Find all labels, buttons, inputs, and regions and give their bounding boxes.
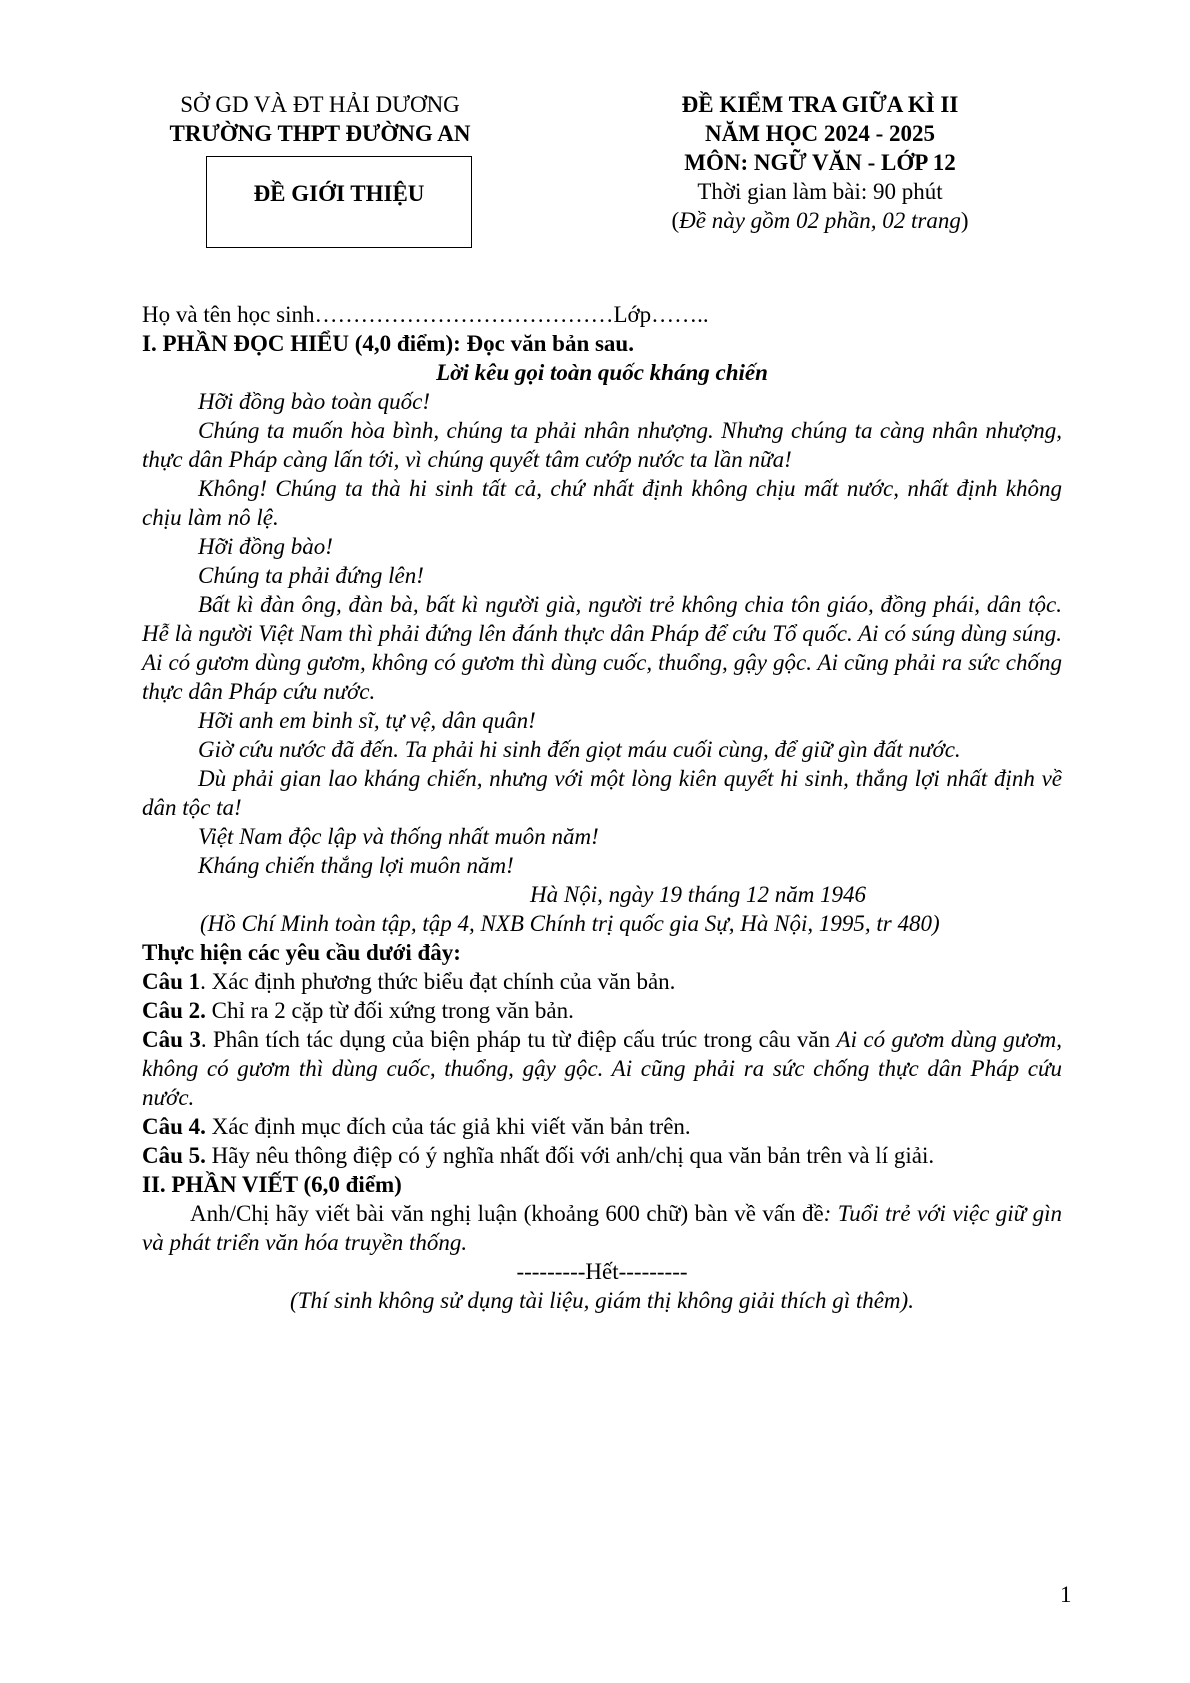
- question-label: Câu 2.: [142, 998, 206, 1023]
- question-text: Chỉ ra 2 cặp từ đối xứng trong văn bản.: [211, 998, 574, 1023]
- exam-type-box: [206, 156, 472, 248]
- writing-prompt: [142, 1199, 1062, 1257]
- time-limit: Thời gian làm bài: 90 phút: [697, 179, 943, 204]
- passage-paragraph: Hỡi đồng bào toàn quốc!: [198, 389, 431, 414]
- question-sep: .: [200, 969, 212, 994]
- question-label: Câu 5.: [142, 1143, 206, 1168]
- exam-type-label: ĐỀ GIỚI THIỆU: [253, 181, 425, 206]
- note-text: Đề này gồm 02 phần, 02 trang: [679, 208, 961, 233]
- passage-paragraph: Giờ cứu nước đã đến. Ta phải hi sinh đến giọt máu cuối cùng, để giữ gìn đất nước.: [198, 737, 961, 762]
- tasks-heading: Thực hiện các yêu cầu dưới đây:: [142, 940, 461, 965]
- school-year: NĂM HỌC 2024 - 2025: [705, 121, 935, 146]
- question-1: [142, 967, 1062, 996]
- passage-paragraph: Chúng ta phải đứng lên!: [198, 563, 424, 588]
- question-text: Phân tích tác dụng của biện pháp tu từ điệp cấu trúc trong câu văn: [213, 1027, 837, 1052]
- passage-date: Hà Nội, ngày 19 tháng 12 năm 1946: [530, 882, 867, 907]
- question-2: [142, 996, 1062, 1025]
- passage-paragraph: Hỡi đồng bào!: [198, 534, 333, 559]
- school-name: TRƯỜNG THPT ĐƯỜNG AN: [169, 121, 471, 146]
- part2-heading: II. PHẦN VIẾT (6,0 điểm): [142, 1172, 402, 1197]
- note-open: (: [671, 208, 680, 233]
- end-mark: ---------Hết---------: [516, 1259, 688, 1284]
- question-label: Câu 3: [142, 1027, 201, 1052]
- note-close: ): [960, 208, 969, 233]
- question-5: [142, 1141, 1062, 1170]
- writing-prompt-text: Anh/Chị hãy viết bài văn nghị luận (khoảng 600 chữ) bàn về vấn đề: [190, 1201, 824, 1226]
- passage-title: Lời kêu gọi toàn quốc kháng chiến: [436, 360, 768, 385]
- passage-paragraph: Không! Chúng ta thà hi sinh tất cả, chứ nhất định không chịu mất nước, nhất định không chịu làm nô lệ.: [142, 476, 1062, 530]
- passage-paragraph: Việt Nam độc lập và thống nhất muôn năm!: [198, 824, 599, 849]
- question-text: Xác định phương thức biểu đạt chính của văn bản.: [211, 969, 676, 994]
- question-text: Xác định mục đích của tác giả khi viết văn bản trên.: [211, 1114, 691, 1139]
- writing-topic: : Tuổi trẻ với việc giữ gìn và phát triển văn hóa truyền thống.: [142, 1201, 1062, 1255]
- header-right: [620, 90, 1020, 235]
- passage-source: (Hồ Chí Minh toàn tập, tập 4, NXB Chính trị quốc gia Sự, Hà Nội, 1995, tr 480): [200, 911, 940, 936]
- part1-heading: I. PHẦN ĐỌC HIỂU (4,0 điểm): Đọc văn bản sau.: [142, 331, 634, 356]
- question-4: [142, 1112, 1062, 1141]
- passage-paragraph: Kháng chiến thắng lợi muôn năm!: [198, 853, 514, 878]
- page-count-note: [620, 206, 1020, 235]
- footer-note: (Thí sinh không sử dụng tài liệu, giám thị không giải thích gì thêm).: [290, 1288, 914, 1313]
- question-label: Câu 4.: [142, 1114, 206, 1139]
- student-info-line: Họ và tên học sinh…………………………………Lớp……..: [142, 302, 709, 327]
- passage-paragraph: Bất kì đàn ông, đàn bà, bất kì người già, người trẻ không chia tôn giáo, đồng phái, dân tộc. Hễ là người Việt Nam thì phải đứng lên đánh thực dân Pháp để cứu Tổ quốc. Ai có súng dùng súng. Ai có gươm dùng gươm, không có gươm thì dùng cuốc, thuổng, gậy gộc. Ai cũng phải ra sức chống thực dân Pháp cứu nước.: [142, 592, 1062, 704]
- question-3: [142, 1025, 1062, 1112]
- passage-paragraph: Dù phải gian lao kháng chiến, nhưng với một lòng kiên quyết hi sinh, thắng lợi nhất định về dân tộc ta!: [142, 766, 1062, 820]
- exam-content: [142, 300, 1062, 1315]
- question-quote: Ai có gươm dùng gươm, không có gươm thì dùng cuốc, thuổng, gậy gộc. Ai cũng phải ra sức chống thực dân Pháp cứu nước.: [142, 1027, 1062, 1110]
- passage-paragraph: Chúng ta muốn hòa bình, chúng ta phải nhân nhượng. Nhưng chúng ta càng nhân nhượng, thực dân Pháp càng lấn tới, vì chúng quyết tâm cướp nước ta lần nữa!: [142, 418, 1062, 472]
- subject-line: MÔN: NGỮ VĂN - LỚP 12: [684, 150, 956, 175]
- page-number: 1: [1060, 1582, 1072, 1607]
- passage-paragraph: Hỡi anh em binh sĩ, tự vệ, dân quân!: [198, 708, 536, 733]
- header-left: [140, 90, 500, 148]
- question-sep: .: [200, 1027, 213, 1052]
- department-name: SỞ GD VÀ ĐT HẢI DƯƠNG: [180, 92, 460, 117]
- question-text: Hãy nêu thông điệp có ý nghĩa nhất đối với anh/chị qua văn bản trên và lí giải.: [211, 1143, 935, 1168]
- question-label: Câu 1: [142, 969, 201, 994]
- exam-title: ĐỀ KIỂM TRA GIỮA KÌ II: [681, 92, 959, 117]
